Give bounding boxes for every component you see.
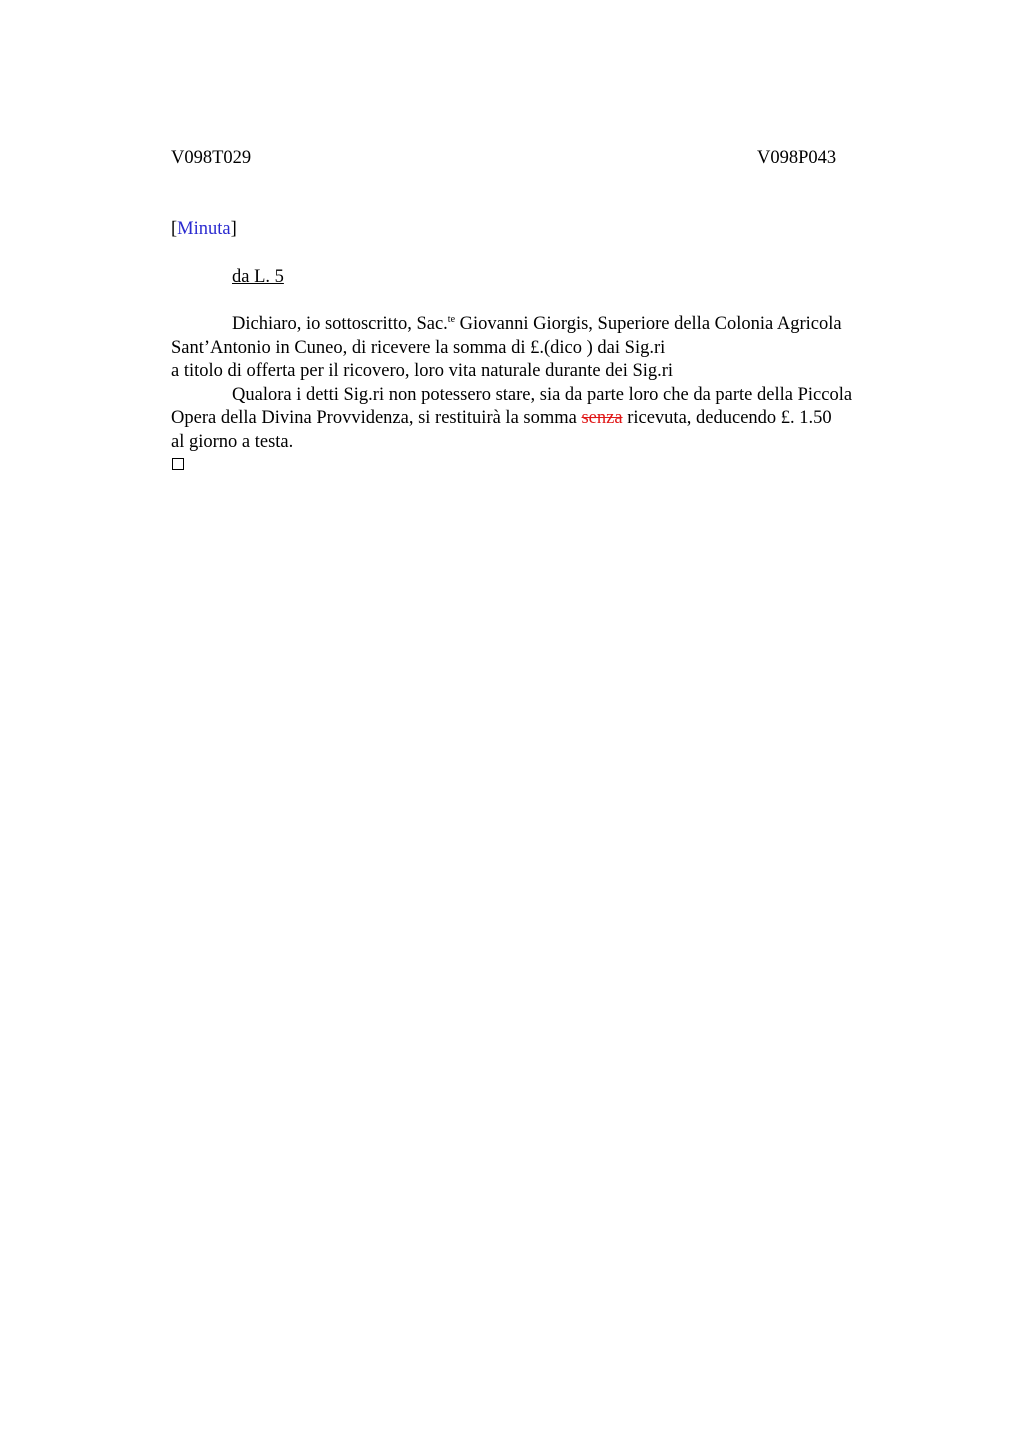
paragraph-2-text-2a: Opera della Divina Provvidenza, si restituirà la somma — [171, 408, 582, 428]
document-code-left: V098T029 — [171, 148, 252, 168]
struck-word: senza — [581, 408, 623, 428]
paragraph-1-text-b: Giovanni Giorgis, Superiore della Colonia Agricola — [455, 314, 842, 334]
paragraph-2-line-1 — [171, 384, 961, 408]
superscript-te: te — [447, 314, 456, 325]
empty-square-icon — [172, 458, 184, 470]
minuta-word: Minuta — [177, 219, 231, 239]
paragraph-2-line-3: al giorno a testa. — [171, 431, 294, 452]
minuta-label — [171, 218, 237, 240]
open-bracket: [ — [171, 219, 178, 239]
paragraph-1-text-a: Dichiaro, io sottoscritto, Sac. — [232, 314, 448, 334]
paragraph-2-text-2b: ricevuta, deducendo £. 1.50 — [622, 408, 832, 428]
paragraph-1-line-2: Sant’Antonio in Cuneo, di ricevere la somma di £.(dico ) dai Sig.ri — [171, 337, 666, 358]
paragraph-2-line-2 — [171, 407, 961, 431]
amount-line: da L. 5 — [232, 267, 284, 287]
paragraph-1-line-3: a titolo di offerta per il ricovero, loro vita naturale durante dei Sig.ri — [171, 361, 674, 381]
document-code-right: V098P043 — [757, 148, 837, 168]
paragraph-1-line-1 — [171, 313, 961, 337]
document-body — [171, 313, 961, 454]
close-bracket: ] — [230, 219, 237, 239]
paragraph-2-text-1: Qualora i detti Sig.ri non potessero stare, sia da parte loro che da parte della Piccola — [232, 384, 853, 405]
